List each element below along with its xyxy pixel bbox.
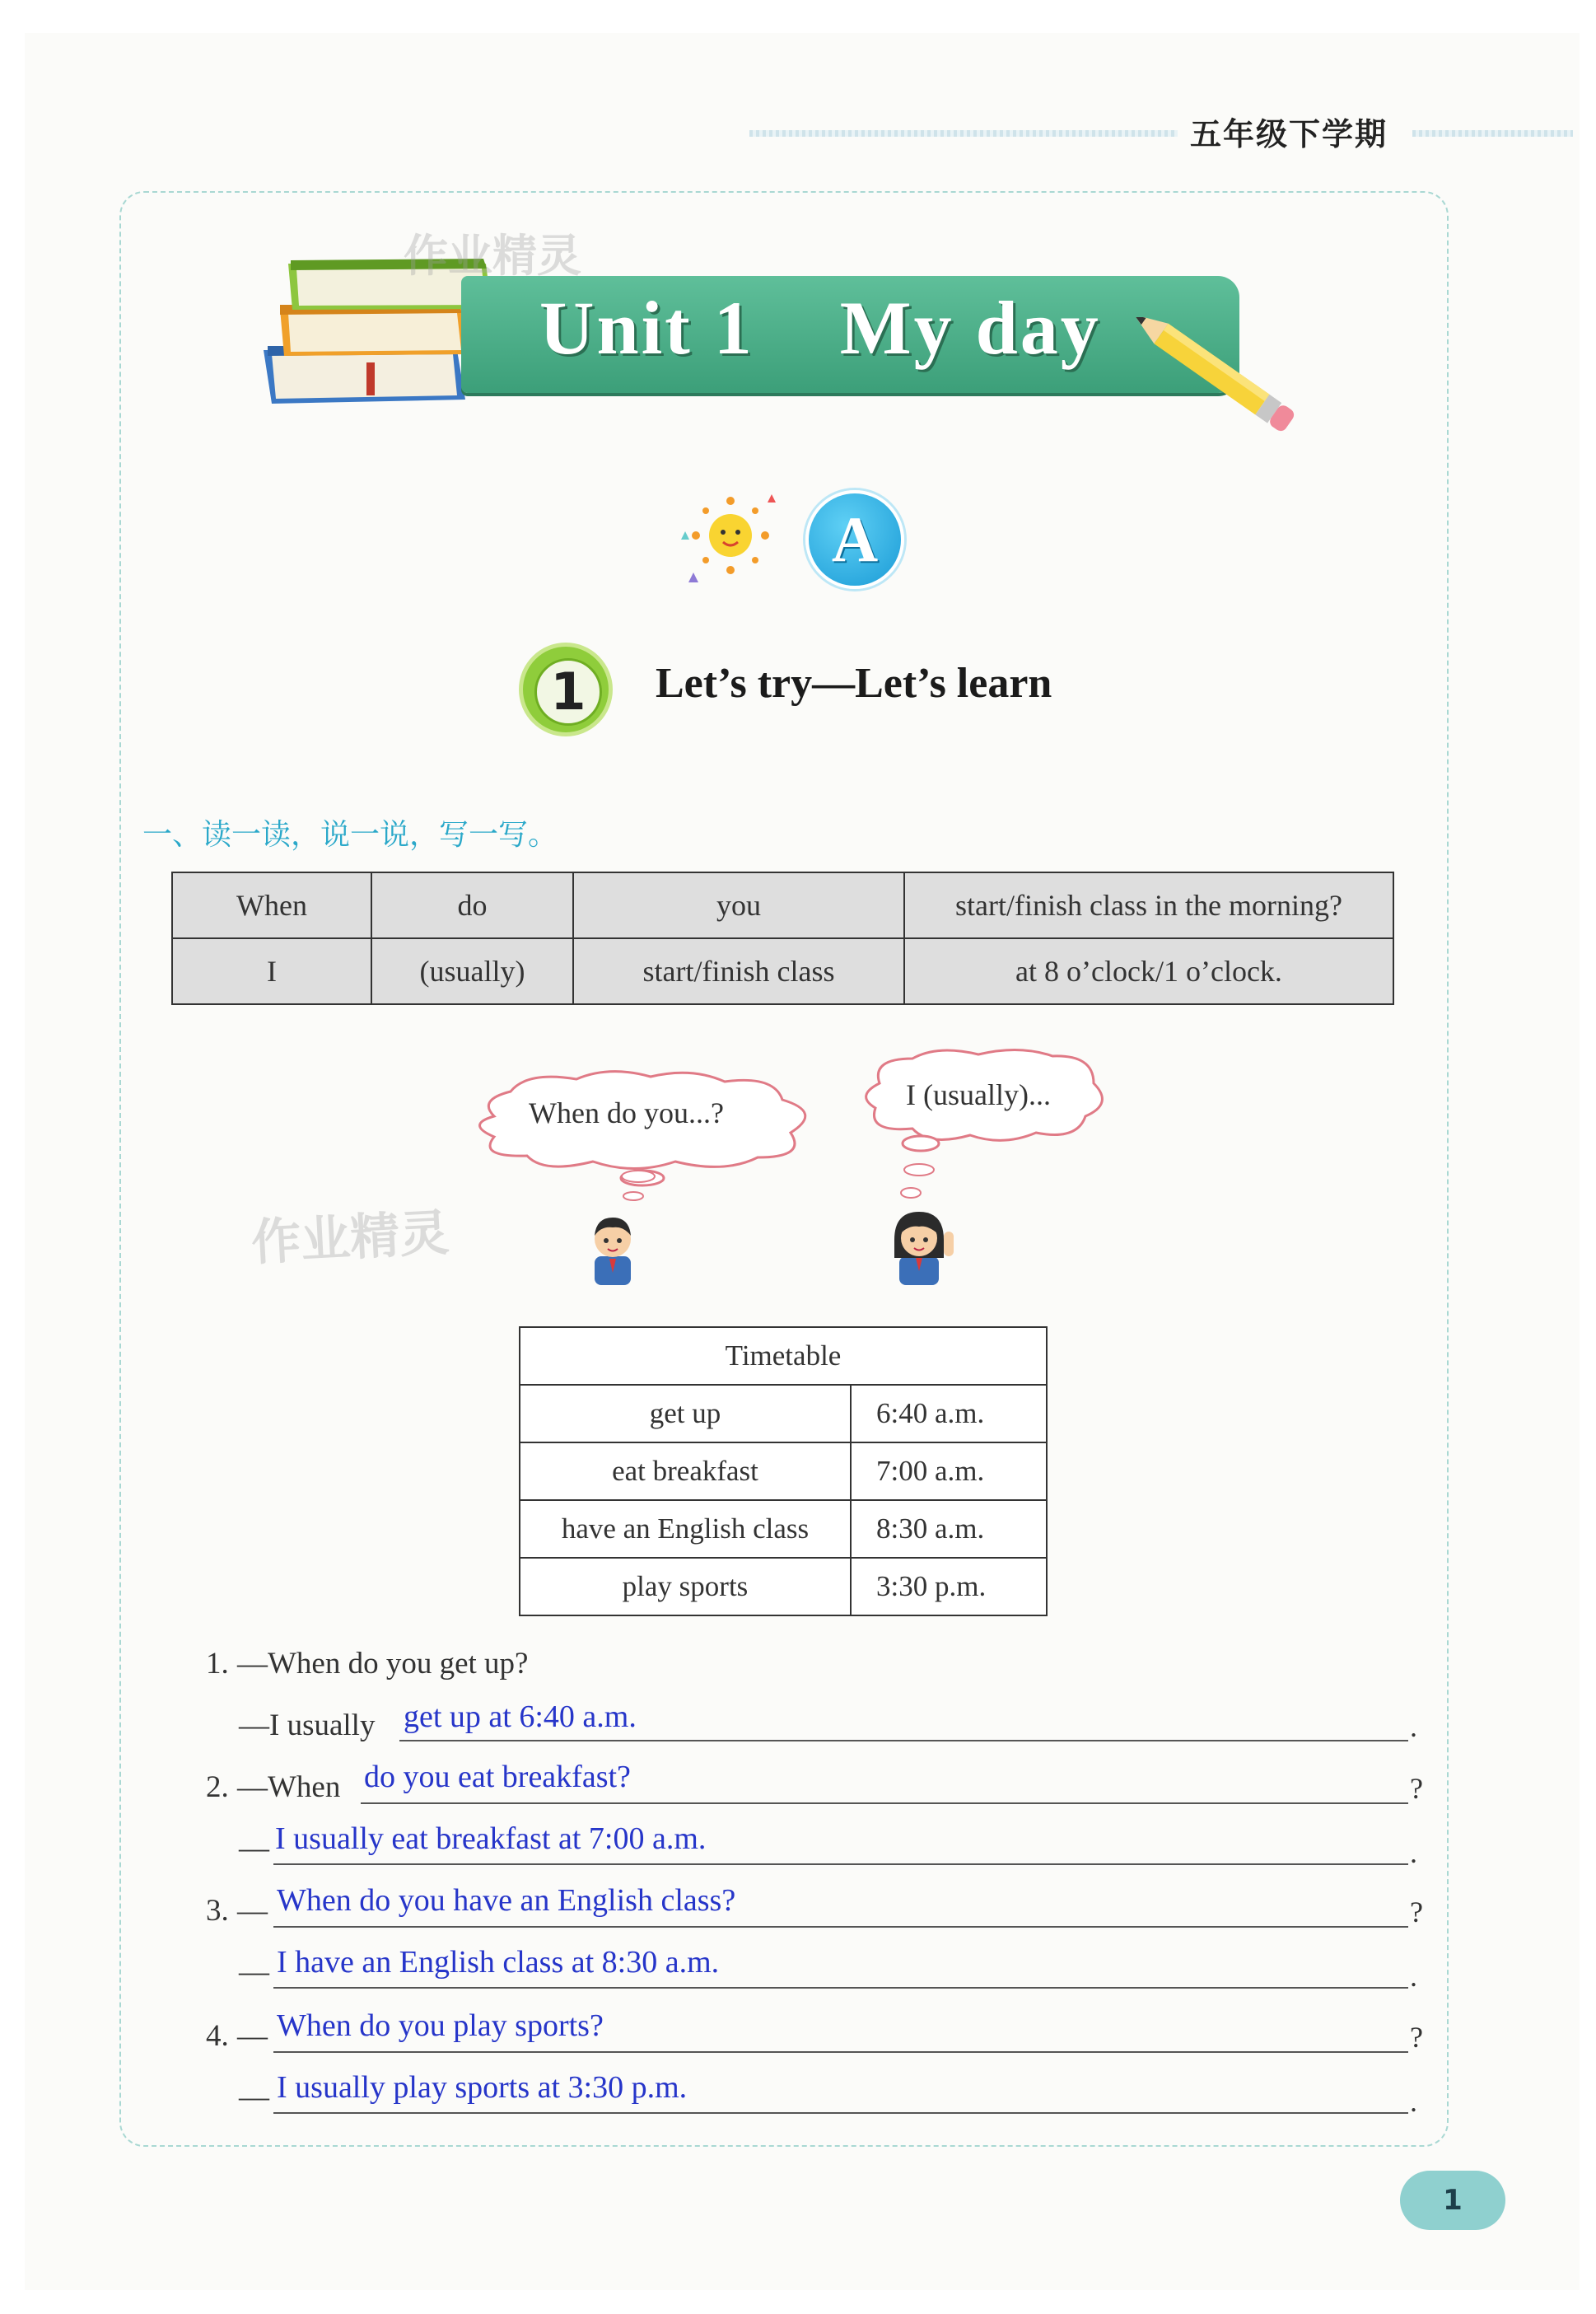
- grade-header: [749, 107, 1573, 157]
- sentence-pattern-table: [171, 872, 1394, 1005]
- table-row: [520, 1500, 1047, 1558]
- time-cell: 7:00 a.m.: [851, 1442, 1047, 1500]
- answer-line: [273, 1863, 1408, 1865]
- girl-avatar: [888, 1207, 962, 1285]
- table-cell: start/finish class in the morning?: [904, 872, 1393, 938]
- page-number-badge: [1400, 2171, 1505, 2230]
- table-cell: I: [172, 938, 371, 1004]
- table-row: [520, 1558, 1047, 1615]
- answer-line: [273, 1926, 1408, 1928]
- table-row: [520, 1327, 1047, 1385]
- answer-prefix: —: [239, 1955, 269, 1989]
- thought-dots-girl: [889, 1162, 939, 1207]
- answer-text: get up at 6:40 a.m.: [404, 1699, 637, 1734]
- unit-title: Unit 1 My day: [539, 286, 1101, 370]
- end-punctuation: ?: [1410, 1772, 1423, 1805]
- boy-avatar: [586, 1211, 639, 1285]
- question-prefix: —: [237, 1894, 268, 1928]
- table-row: [172, 938, 1393, 1004]
- exercise-instruction: 一、读一读，说一说，写一写。: [142, 818, 558, 852]
- question-number: 4.: [206, 2019, 229, 2053]
- answer-prefix: —I usually: [239, 1709, 376, 1742]
- question-number: 1.: [206, 1647, 229, 1681]
- table-cell: When: [172, 872, 371, 938]
- table-row: [520, 1442, 1047, 1500]
- girl-bubble-text: I (usually)...: [906, 1078, 1051, 1111]
- answer-line: [361, 1802, 1408, 1804]
- pencil-icon: [1128, 317, 1326, 474]
- end-punctuation: .: [1410, 1836, 1417, 1869]
- sun-icon: [669, 478, 792, 593]
- table-cell: (usually): [371, 938, 573, 1004]
- end-punctuation: .: [1410, 1960, 1417, 1993]
- table-cell: do: [371, 872, 573, 938]
- page-number: 1: [1443, 2184, 1463, 2217]
- table-cell: you: [573, 872, 904, 938]
- lesson-title: Let’s try—Let’s learn: [656, 660, 1052, 707]
- activity-cell: have an English class: [520, 1500, 851, 1558]
- end-punctuation: ?: [1410, 1896, 1423, 1928]
- activity-cell: get up: [520, 1385, 851, 1442]
- lesson-badge-inner: [534, 658, 602, 726]
- grade-label: 五年级下学期: [1190, 116, 1388, 152]
- answer-line: [273, 2112, 1408, 2114]
- watermark-text: 作业精灵: [250, 1204, 450, 1273]
- question-prefix: —: [237, 2019, 268, 2053]
- time-cell: 8:30 a.m.: [851, 1500, 1047, 1558]
- question-answer-text: When do you have an English class?: [277, 1883, 736, 1918]
- question-answer-text: When do you play sports?: [277, 2008, 604, 2043]
- activity-cell: play sports: [520, 1558, 851, 1615]
- answer-text: I have an English class at 8:30 a.m.: [277, 1945, 720, 1980]
- lesson-number: 1: [550, 661, 586, 722]
- answer-text: I usually eat breakfast at 7:00 a.m.: [275, 1821, 707, 1856]
- end-punctuation: .: [1410, 2085, 1417, 2118]
- thought-dots-boy: [614, 1170, 663, 1207]
- question-prefix: —When: [237, 1770, 341, 1804]
- answer-text: I usually play sports at 3:30 p.m.: [277, 2070, 688, 2105]
- timetable-title: Timetable: [520, 1327, 1047, 1385]
- time-cell: 6:40 a.m.: [851, 1385, 1047, 1442]
- answer-prefix: —: [239, 1831, 269, 1865]
- question-answer-text: do you eat breakfast?: [364, 1760, 631, 1794]
- section-a-badge: [805, 490, 904, 589]
- header-rule-left: [749, 130, 1178, 137]
- activity-cell: eat breakfast: [520, 1442, 851, 1500]
- timetable: [519, 1326, 1048, 1616]
- end-punctuation: .: [1410, 1710, 1417, 1743]
- header-rule-right: [1412, 130, 1573, 137]
- table-row: [520, 1385, 1047, 1442]
- question-number: 2.: [206, 1770, 229, 1804]
- question-number: 3.: [206, 1894, 229, 1928]
- answer-line: [399, 1740, 1408, 1741]
- lesson-number-badge: [519, 643, 613, 736]
- time-cell: 3:30 p.m.: [851, 1558, 1047, 1615]
- section-letter: A: [831, 503, 879, 575]
- answer-prefix: —: [239, 2080, 269, 2114]
- table-cell: start/finish class: [573, 938, 904, 1004]
- answer-line: [273, 1987, 1408, 1989]
- table-row: [172, 872, 1393, 938]
- question-text: —When do you get up?: [237, 1647, 529, 1681]
- answer-line: [273, 2051, 1408, 2053]
- end-punctuation: ?: [1410, 2021, 1423, 2054]
- boy-bubble-text: When do you...?: [529, 1096, 724, 1129]
- table-cell: at 8 o’clock/1 o’clock.: [904, 938, 1393, 1004]
- watermark-text: 作业精灵: [404, 230, 581, 282]
